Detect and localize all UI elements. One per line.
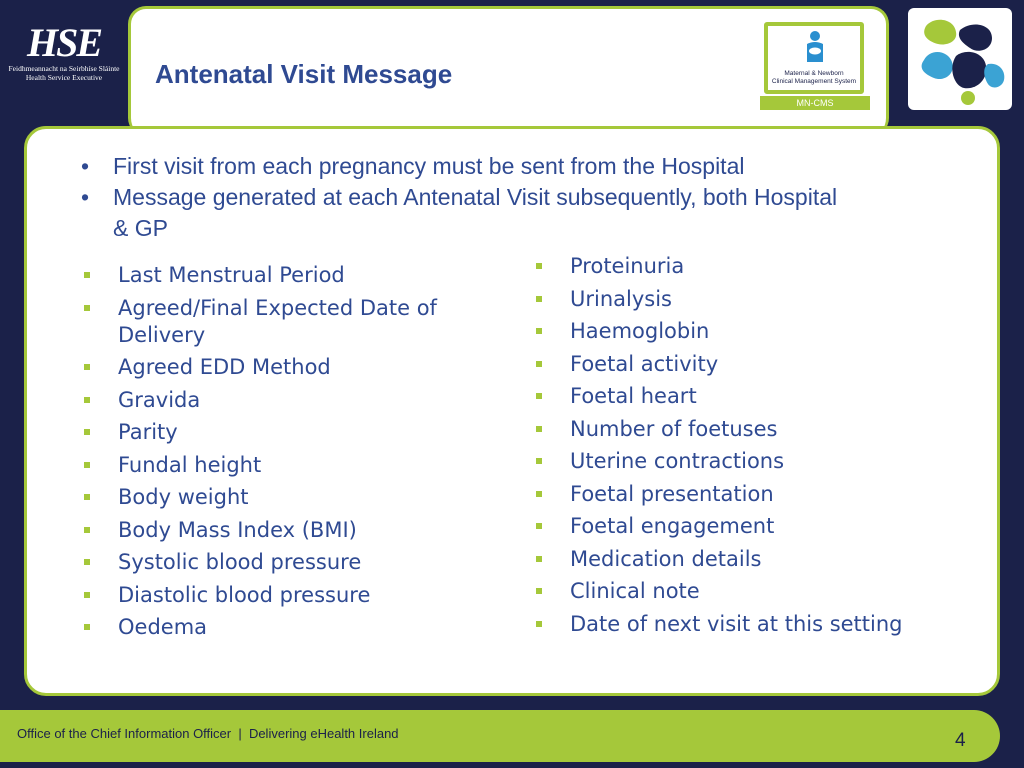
list-item: Foetal activity [533,351,973,378]
list-item: Clinical note [533,578,973,605]
mn-cms-caption-line1: Maternal & Newborn [784,70,844,77]
list-item: Proteinuria [533,253,973,280]
footer-text: Office of the Chief Information Officer | Delivering eHealth Ireland [17,726,399,741]
list-item: Gravida [81,387,501,414]
mn-cms-screen [764,22,864,94]
intro-item: • Message generated at each Antenatal Visit subsequently, both Hospital & GP [81,182,853,244]
list-item: Last Menstrual Period [81,262,501,289]
list-item: Parity [81,419,501,446]
footer-bar [0,710,1000,762]
hse-logo-line-english: Health Service Executive [25,73,103,82]
hse-logo [4,22,124,102]
list-item: Body Mass Index (BMI) [81,517,501,544]
list-item: Systolic blood pressure [81,549,501,576]
mn-cms-label: MN-CMS [760,96,870,110]
hse-logo-mark: HSE [26,20,102,65]
list-item: Medication details [533,546,973,573]
mn-cms-caption-line2: Clinical Management System [771,77,857,85]
page-title: Antenatal Visit Message [155,59,453,89]
left-field-list [81,262,501,647]
ehealth-puzzle-logo [908,8,1012,110]
list-item: Foetal engagement [533,513,973,540]
list-item: Agreed/Final Expected Date of Delivery [81,295,501,349]
list-item: Fundal height [81,452,501,479]
list-item: Date of next visit at this setting [533,611,973,638]
list-item: Foetal presentation [533,481,973,508]
puzzle-icon [908,8,1012,110]
content-panel [24,126,1000,696]
list-item: Foetal heart [533,383,973,410]
list-item: Haemoglobin [533,318,973,345]
list-item: Oedema [81,614,501,641]
list-item: Agreed EDD Method [81,354,501,381]
mother-baby-icon [804,30,826,64]
page-number: 4 [955,730,966,751]
intro-list [81,151,853,244]
right-field-list [533,253,973,643]
list-item: Diastolic blood pressure [81,582,501,609]
list-item: Uterine contractions [533,448,973,475]
list-item: Urinalysis [533,286,973,313]
list-item: Body weight [81,484,501,511]
intro-item: • First visit from each pregnancy must be sent from the Hospital [81,151,853,182]
hse-logo-line-irish: Feidhmeannacht na Seirbhíse Sláinte [8,64,120,73]
list-item: Number of foetuses [533,416,973,443]
mn-cms-logo [762,20,870,112]
